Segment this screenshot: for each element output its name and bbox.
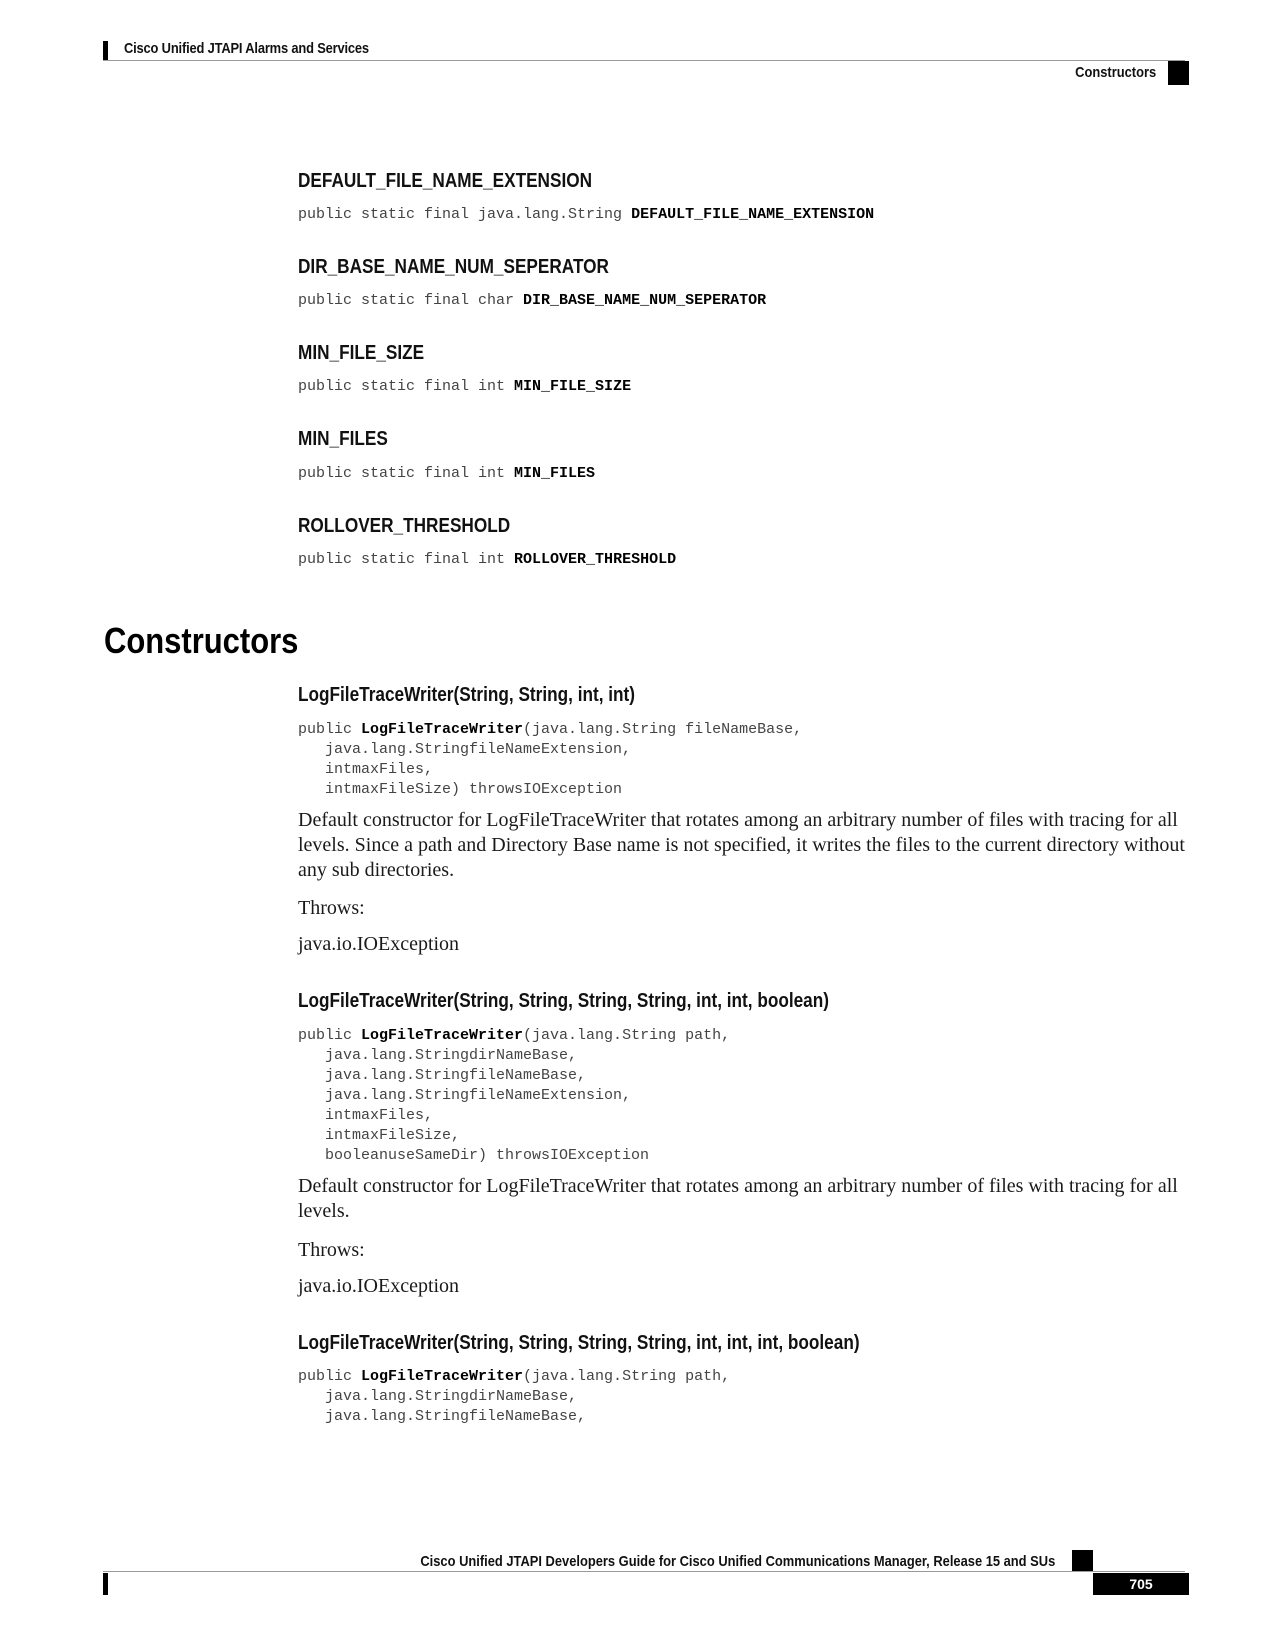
field-signature: public static final int ROLLOVER_THRESHOLD	[298, 551, 677, 568]
footer-rule	[103, 1571, 1185, 1572]
field-signature: public static final java.lang.String DEFAULT_FILE_NAME_EXTENSION	[298, 206, 875, 223]
field-title: MIN_FILE_SIZE	[298, 342, 425, 364]
constructor-title: LogFileTraceWriter(String, String, String, String, int, int, boolean)	[298, 990, 829, 1012]
section-heading: Constructors	[104, 620, 299, 661]
page-number: 705	[1093, 1573, 1189, 1595]
header-right-box	[1168, 61, 1189, 85]
constructor-signature: public LogFileTraceWriter(java.lang.String path, java.lang.StringdirNameBase, java.lang.StringfileNameBase,	[298, 1368, 731, 1425]
throws-label: Throws:	[298, 1239, 365, 1261]
field-title: MIN_FILES	[298, 428, 388, 450]
constructor-description: Default constructor for LogFileTraceWriter that rotates among an arbitrary number of files with tracing for all levels.	[298, 1175, 1178, 1222]
constructor-title: LogFileTraceWriter(String, String, String, String, int, int, int, boolean)	[298, 1332, 860, 1354]
running-header-section: Constructors	[1074, 64, 1156, 81]
constructor-title: LogFileTraceWriter(String, String, int, int)	[298, 684, 636, 706]
running-footer-title: Cisco Unified JTAPI Developers Guide for Cisco Unified Communications Manager, Release 15 and SUs	[420, 1553, 1055, 1570]
footer-left-bar	[103, 1573, 108, 1595]
field-signature: public static final int MIN_FILE_SIZE	[298, 378, 632, 395]
constructor-signature: public LogFileTraceWriter(java.lang.String fileNameBase, java.lang.StringfileNameExtension, intmaxFiles, intmaxFileSize) throwsIOException	[298, 721, 803, 798]
field-title: ROLLOVER_THRESHOLD	[298, 515, 511, 537]
field-title: DEFAULT_FILE_NAME_EXTENSION	[298, 170, 593, 192]
throws-value: java.io.IOException	[298, 933, 460, 955]
field-title: DIR_BASE_NAME_NUM_SEPERATOR	[298, 256, 609, 278]
header-rule	[103, 60, 1185, 61]
throws-label: Throws:	[298, 897, 365, 919]
constructor-description: Default constructor for LogFileTraceWriter that rotates among an arbitrary number of files with tracing for all levels. Since a path and Directory Base name is not specified, it writes the files to the current directory without any sub directories.	[298, 809, 1185, 881]
running-header-title: Cisco Unified JTAPI Alarms and Services	[124, 40, 369, 57]
footer-box	[1072, 1550, 1093, 1572]
header-left-bar	[103, 41, 108, 60]
field-signature: public static final char DIR_BASE_NAME_NUM_SEPERATOR	[298, 292, 767, 309]
field-signature: public static final int MIN_FILES	[298, 465, 596, 482]
throws-value: java.io.IOException	[298, 1275, 460, 1297]
constructor-signature: public LogFileTraceWriter(java.lang.String path, java.lang.StringdirNameBase, java.lang.StringfileNameBase, java.lang.StringfileNameExtension, intmaxFiles, intmaxFileSize, booleanuseSameDir) throwsIOException	[298, 1027, 731, 1164]
